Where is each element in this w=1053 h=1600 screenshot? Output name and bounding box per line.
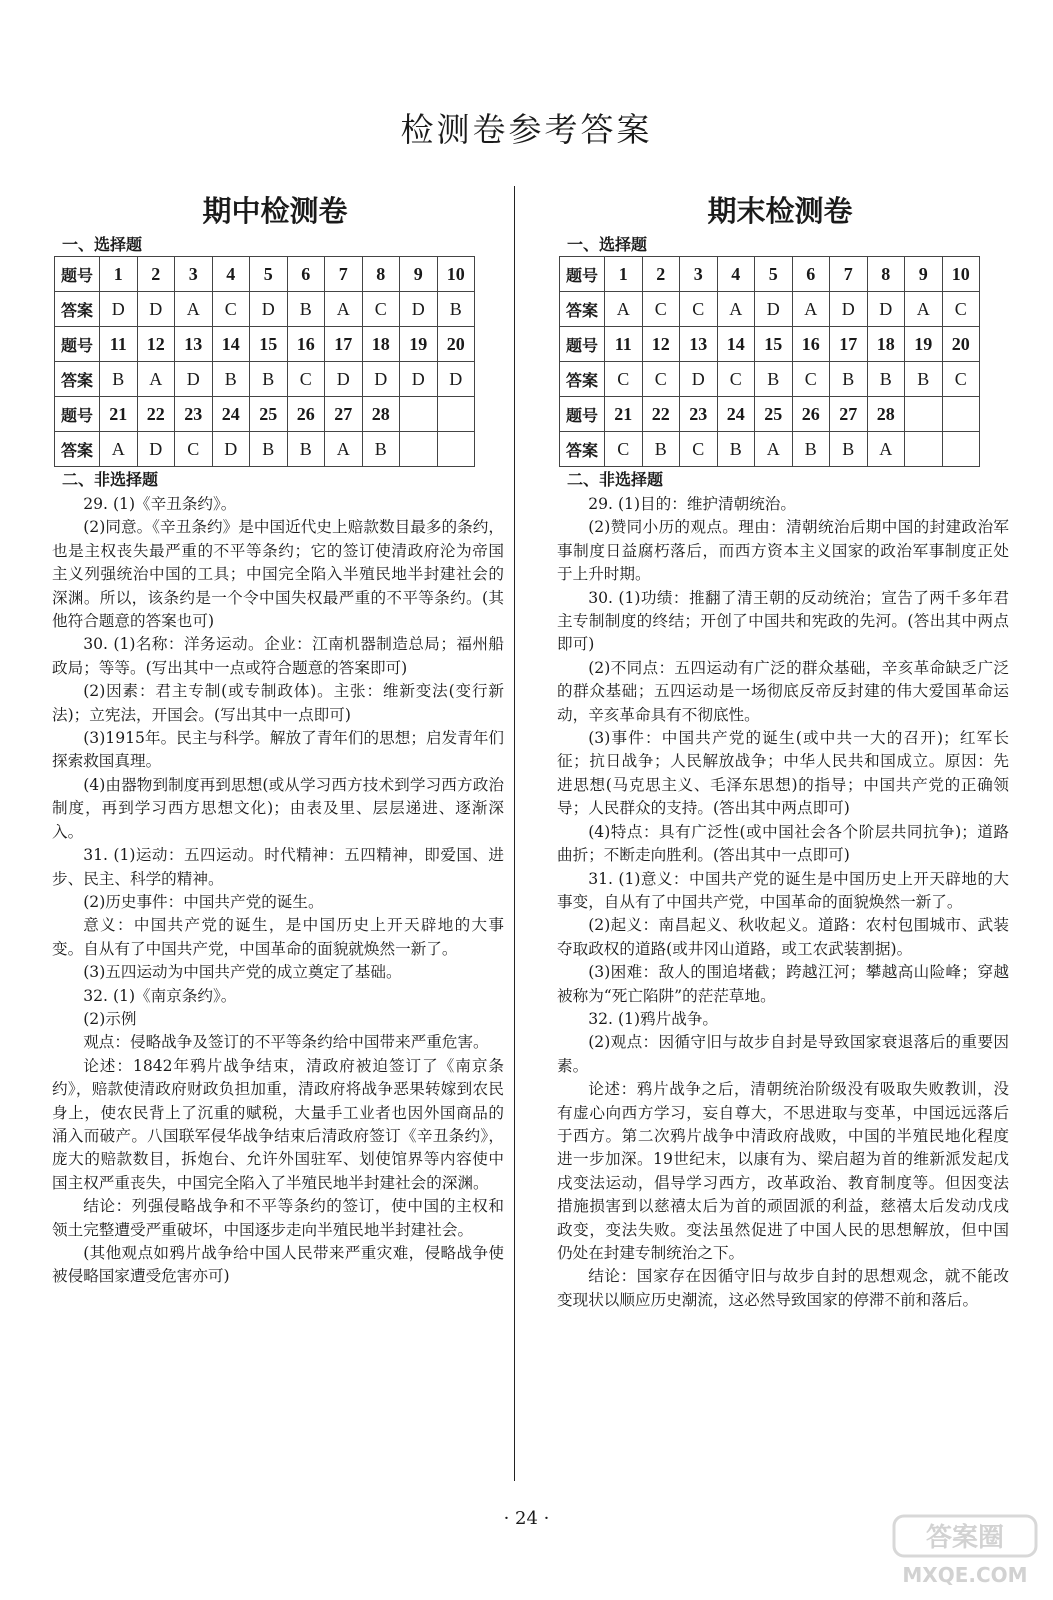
answer-cell: C — [287, 362, 325, 397]
question-number-row — [560, 327, 980, 362]
question-number-cell: 20 — [437, 327, 475, 362]
answer-cell: D — [137, 292, 175, 327]
question-number-cell: 7 — [830, 257, 868, 292]
question-number-cell: 2 — [137, 257, 175, 292]
answer-cell: D — [137, 432, 175, 467]
answer-cell: D — [680, 362, 718, 397]
row-label-answer: 答案 — [560, 292, 605, 327]
question-number-cell: 13 — [680, 327, 718, 362]
question-number-cell: 17 — [325, 327, 363, 362]
question-number-cell: 21 — [100, 397, 138, 432]
answer-paragraph: (4)特点：具有广泛性(或中国社会各个阶层共同抗争)；道路曲折；不断走向胜利。(答出其中一点即可) — [557, 822, 1009, 865]
answer-cell: B — [287, 432, 325, 467]
answer-cell: D — [400, 362, 438, 397]
question-number-cell: 28 — [867, 397, 905, 432]
answer-paragraph: 结论：国家存在因循守旧与故步自封的思想观念，就不能改变现状以顺应历史潮流，这必然导致国家的停滞不前和落后。 — [557, 1267, 1009, 1309]
question-number-cell: 10 — [437, 257, 475, 292]
final-nonchoice-heading: 二、非选择题 — [567, 470, 664, 489]
answer-paragraph: 29. (1)《辛丑条约》。 — [83, 495, 237, 513]
final-answer-table — [559, 256, 980, 467]
question-number-cell: 19 — [905, 327, 943, 362]
answer-cell: B — [830, 362, 868, 397]
answer-paragraph: 31. (1)意义：中国共产党的诞生是中国历史上开天辟地的大事变，自从有了中国共产党，中国革命的面貌焕然一新了。 — [557, 869, 1009, 911]
answer-paragraph: (2)因素：君主专制(或专制政体)。主张：维新变法(变行新法)；立宪法，开国会。(写出其中一点即可) — [52, 682, 504, 724]
answer-row — [560, 432, 980, 467]
question-number-cell: 13 — [175, 327, 213, 362]
question-number-cell: 12 — [137, 327, 175, 362]
question-number-row — [560, 257, 980, 292]
answer-paragraph: (其他观点如鸦片战争给中国人民带来严重灾难，侵略战争使被侵略国家遭受危害亦可) — [52, 1244, 504, 1286]
question-number-cell: 26 — [792, 397, 830, 432]
answer-cell: C — [642, 362, 680, 397]
answer-cell: B — [642, 432, 680, 467]
answer-paragraph: (2)不同点：五四运动有广泛的群众基础，辛亥革命缺乏广泛的群众基础；五四运动是一场彻底反帝反封建的伟大爱国革命运动，辛亥革命具有不彻底性。 — [557, 658, 1009, 724]
answer-cell: C — [942, 362, 980, 397]
answer-cell: B — [212, 362, 250, 397]
page-title: 检测卷参考答案 — [400, 110, 653, 149]
question-number-cell: 7 — [325, 257, 363, 292]
answer-paragraph: 31. (1)运动：五四运动。时代精神：五四精神，即爱国、进步、民主、科学的精神。 — [52, 846, 504, 888]
watermark-logo — [890, 1512, 1040, 1592]
question-number-row — [55, 327, 475, 362]
answer-paragraph: (2)历史事件：中国共产党的诞生。 — [83, 892, 324, 911]
answer-cell: D — [362, 362, 400, 397]
answer-cell: B — [717, 432, 755, 467]
answer-cell: C — [680, 292, 718, 327]
answer-cell: D — [212, 432, 250, 467]
answer-paragraph: (3)困难：敌人的围追堵截；跨越江河；攀越高山险峰；穿越被称为“死亡陷阱”的茫茫草地。 — [557, 963, 1009, 1005]
question-number-cell: 4 — [212, 257, 250, 292]
midterm-choice-heading: 一、选择题 — [62, 235, 143, 254]
question-number-cell: 25 — [755, 397, 793, 432]
question-number-cell: 8 — [362, 257, 400, 292]
answer-cell: A — [905, 292, 943, 327]
answer-paragraph: (2)示例 — [83, 1009, 137, 1028]
answer-cell — [400, 432, 438, 467]
answer-paragraph: 论述：1842年鸦片战争结束，清政府被迫签订了《南京条约》，赔款使清政府财政负担加重，清政府将战争恶果转嫁到农民身上，使农民背上了沉重的赋税，大量手工业者也因外国商品的涌入而破产。八国联军侵华战争结束后清政府签订《辛丑条约》，庞大的赔款数目，拆炮台、允许外国驻军、划使馆界等内容使中国主权严重丧失，中国完全陷入了半殖民地半封建社会的深渊。 — [52, 1056, 504, 1192]
answer-cell: D — [867, 292, 905, 327]
question-number-cell: 9 — [400, 257, 438, 292]
answer-cell: A — [325, 292, 363, 327]
answer-cell: B — [100, 362, 138, 397]
question-number-cell: 8 — [867, 257, 905, 292]
midterm-column — [52, 190, 504, 1289]
question-number-cell: 5 — [250, 257, 288, 292]
question-number-row — [55, 397, 475, 432]
answer-row — [560, 362, 980, 397]
question-number-cell: 3 — [175, 257, 213, 292]
answer-paragraph: (2)赞同小历的观点。理由：清朝统治后期中国的封建政治军事制度日益腐朽落后，而西方资本主义国家的政治军事制度正处于上升时期。 — [557, 518, 1009, 584]
answer-cell: C — [362, 292, 400, 327]
answer-cell: C — [642, 292, 680, 327]
question-number-cell: 22 — [137, 397, 175, 432]
answer-paragraph: (4)由器物到制度再到思想(或从学习西方技术到学习西方政治制度，再到学习西方思想文化)；由表及里、层层递进、逐渐深入。 — [52, 775, 504, 841]
question-number-cell: 26 — [287, 397, 325, 432]
final-choice-heading: 一、选择题 — [567, 235, 648, 254]
question-number-cell: 14 — [212, 327, 250, 362]
question-number-cell: 9 — [905, 257, 943, 292]
question-number-cell: 12 — [642, 327, 680, 362]
question-number-cell: 17 — [830, 327, 868, 362]
final-column — [557, 190, 1009, 1312]
answer-cell: A — [605, 292, 643, 327]
answer-paragraph: (2)观点：因循守旧与故步自封是导致国家衰退落后的重要因素。 — [557, 1033, 1009, 1075]
row-label-answer: 答案 — [55, 292, 100, 327]
question-number-cell: 11 — [605, 327, 643, 362]
question-number-cell: 3 — [680, 257, 718, 292]
answer-cell: B — [905, 362, 943, 397]
answer-cell: D — [400, 292, 438, 327]
answer-cell: A — [175, 292, 213, 327]
row-label-answer: 答案 — [55, 432, 100, 467]
question-number-cell: 16 — [287, 327, 325, 362]
answer-cell: D — [755, 292, 793, 327]
answer-cell: C — [605, 362, 643, 397]
answer-cell — [905, 432, 943, 467]
answer-cell: A — [755, 432, 793, 467]
question-number-cell: 5 — [755, 257, 793, 292]
question-number-cell: 18 — [362, 327, 400, 362]
midterm-nonchoice-heading: 二、非选择题 — [62, 470, 159, 489]
question-number-cell: 24 — [717, 397, 755, 432]
answer-cell: B — [792, 432, 830, 467]
answer-cell: D — [325, 362, 363, 397]
question-number-cell: 23 — [175, 397, 213, 432]
answer-paragraph: (3)事件：中国共产党的诞生(或中共一大的召开)；红军长征；抗日战争；人民解放战争；中华人民共和国成立。原因：先进思想(马克思主义、毛泽东思想)的指导；中国共产党的正确领导；人民群众的支持。(答出其中两点即可) — [557, 729, 1009, 818]
question-number-cell — [400, 397, 438, 432]
answer-paragraph: 30. (1)名称：洋务运动。企业：江南机器制造总局；福州船政局；等等。(写出其中一点或符合题意的答案即可) — [52, 635, 504, 677]
row-label-number: 题号 — [55, 327, 100, 362]
question-number-cell: 15 — [250, 327, 288, 362]
question-number-cell: 14 — [717, 327, 755, 362]
question-number-cell: 27 — [830, 397, 868, 432]
answer-cell: B — [867, 362, 905, 397]
column-divider — [514, 186, 515, 1481]
answer-row — [55, 362, 475, 397]
question-number-cell: 28 — [362, 397, 400, 432]
midterm-title: 期中检测卷 — [202, 194, 348, 228]
answer-cell: B — [755, 362, 793, 397]
answer-cell: B — [437, 292, 475, 327]
question-number-cell: 27 — [325, 397, 363, 432]
answer-paragraph: (2)起义：南昌起义、秋收起义。道路：农村包围城市、武装夺取政权的道路(或井冈山道路，或工农武装割据)。 — [557, 916, 1009, 958]
question-number-cell: 15 — [755, 327, 793, 362]
answer-cell: B — [830, 432, 868, 467]
answer-cell: D — [830, 292, 868, 327]
answer-cell: C — [212, 292, 250, 327]
question-number-cell: 24 — [212, 397, 250, 432]
svg-text:MXQE.COM: MXQE.COM — [902, 1563, 1028, 1587]
question-number-cell: 11 — [100, 327, 138, 362]
answer-cell: A — [717, 292, 755, 327]
question-number-cell: 18 — [867, 327, 905, 362]
answer-row — [55, 432, 475, 467]
row-label-number: 题号 — [55, 397, 100, 432]
question-number-cell — [437, 397, 475, 432]
row-label-number: 题号 — [560, 257, 605, 292]
question-number-cell — [905, 397, 943, 432]
midterm-answers-text — [52, 493, 504, 1289]
answer-paragraph: (3)五四运动为中国共产党的成立奠定了基础。 — [83, 963, 402, 982]
answer-paragraph: (3)1915年。民主与科学。解放了青年们的思想；启发青年们探索救国真理。 — [52, 729, 504, 771]
answer-paragraph: 32. (1)鸦片战争。 — [588, 1009, 719, 1028]
answer-cell: A — [792, 292, 830, 327]
answer-paragraph: (2)同意。《辛丑条约》是中国近代史上赔款数目最多的条约，也是主权丧失最严重的不平等条约；它的签订使清政府沦为帝国主义列强统治中国的工具；中国完全陷入半殖民地半封建社会的深渊。所以，该条约是一个令中国失权最严重的不平等条约。(其他符合题意的答案也可) — [52, 518, 504, 631]
question-number-cell: 10 — [942, 257, 980, 292]
question-number-cell: 20 — [942, 327, 980, 362]
answer-cell — [437, 432, 475, 467]
question-number-cell: 25 — [250, 397, 288, 432]
answer-paragraph: 32. (1)《南京条约》。 — [83, 986, 237, 1005]
answer-cell: A — [325, 432, 363, 467]
answer-cell: D — [250, 292, 288, 327]
question-number-cell: 1 — [605, 257, 643, 292]
question-number-cell: 6 — [287, 257, 325, 292]
question-number-cell: 23 — [680, 397, 718, 432]
answer-cell: D — [437, 362, 475, 397]
question-number-cell: 2 — [642, 257, 680, 292]
answer-cell: C — [680, 432, 718, 467]
answer-paragraph: 30. (1)功绩：推翻了清王朝的反动统治；宣告了两千多年君主专制制度的终结；开创了中国共和宪政的先河。(答出其中两点即可) — [557, 588, 1009, 654]
question-number-cell: 1 — [100, 257, 138, 292]
answer-cell: B — [362, 432, 400, 467]
question-number-cell: 21 — [605, 397, 643, 432]
row-label-number: 题号 — [55, 257, 100, 292]
answer-cell: B — [250, 432, 288, 467]
question-number-cell: 22 — [642, 397, 680, 432]
answer-cell: B — [250, 362, 288, 397]
question-number-cell: 6 — [792, 257, 830, 292]
answer-paragraph: 论述：鸦片战争之后，清朝统治阶级没有吸取失败教训，没有虚心向西方学习，妄自尊大，不思进取与变革，中国远远落后于西方。第二次鸦片战争中清政府战败，中国的半殖民地化程度进一步加深。19世纪末，以康有为、梁启超为首的维新派发起戊戌变法运动，倡导学习西方，改革政治、教育制度等。但因变法措施损害到以慈禧太后为首的顽固派的利益，慈禧太后发动戊戌政变，变法失败。变法虽然促进了中国人民的思想解放，但中国仍处在封建专制统治之下。 — [557, 1080, 1009, 1262]
answer-paragraph: 观点：侵略战争及签订的不平等条约给中国带来严重危害。 — [83, 1033, 489, 1052]
question-number-cell: 16 — [792, 327, 830, 362]
row-label-answer: 答案 — [55, 362, 100, 397]
answer-row — [560, 292, 980, 327]
answer-cell: D — [100, 292, 138, 327]
final-answers-text — [557, 493, 1009, 1312]
answer-paragraph: 结论：列强侵略战争和不平等条约的签订，使中国的主权和领土完整遭受严重破坏，中国逐步走向半殖民地半封建社会。 — [52, 1197, 504, 1239]
question-number-cell — [942, 397, 980, 432]
answer-cell: A — [100, 432, 138, 467]
question-number-row — [55, 257, 475, 292]
answer-cell: C — [175, 432, 213, 467]
midterm-answer-table — [54, 256, 475, 467]
answer-cell — [942, 432, 980, 467]
answer-paragraph: 意义：中国共产党的诞生，是中国历史上开天辟地的大事变。自从有了中国共产党，中国革命的面貌就焕然一新了。 — [52, 916, 504, 958]
answer-cell: A — [867, 432, 905, 467]
answer-cell: B — [287, 292, 325, 327]
answer-cell: C — [717, 362, 755, 397]
svg-text:答案圈: 答案圈 — [925, 1523, 1005, 1553]
question-number-cell: 4 — [717, 257, 755, 292]
row-label-number: 题号 — [560, 397, 605, 432]
question-number-row — [560, 397, 980, 432]
row-label-number: 题号 — [560, 327, 605, 362]
answer-cell: C — [605, 432, 643, 467]
answer-cell: C — [792, 362, 830, 397]
page-number: · 24 · — [503, 1508, 550, 1529]
answer-paragraph: 29. (1)目的：维护清朝统治。 — [588, 495, 796, 513]
row-label-answer: 答案 — [560, 432, 605, 467]
row-label-answer: 答案 — [560, 362, 605, 397]
answer-cell: D — [175, 362, 213, 397]
answer-row — [55, 292, 475, 327]
final-title: 期末检测卷 — [707, 194, 853, 228]
answer-cell: A — [137, 362, 175, 397]
question-number-cell: 19 — [400, 327, 438, 362]
answer-cell: C — [942, 292, 980, 327]
